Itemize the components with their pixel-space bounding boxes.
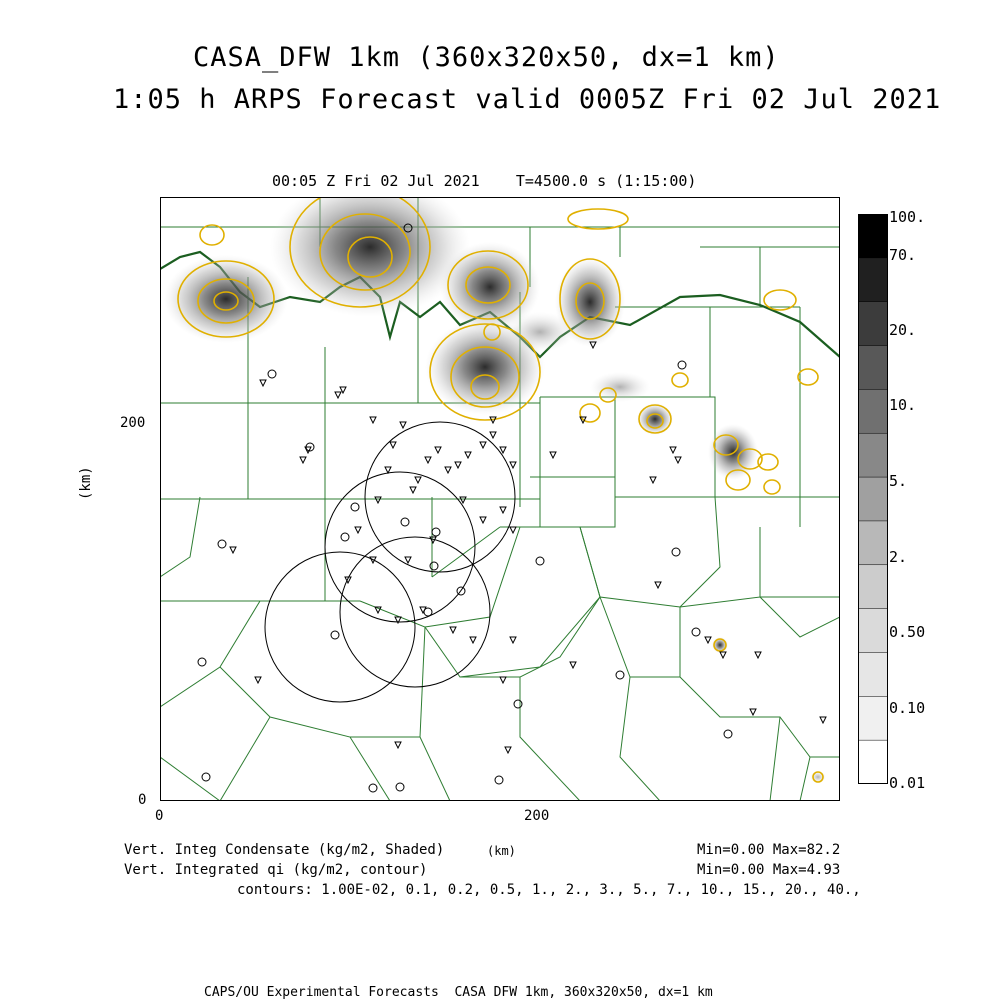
contour-field-label: Vert. Integrated qi (kg/m2, contour)	[124, 862, 428, 878]
colorbar-label-0-10: 0.10	[889, 699, 926, 717]
shaded-stats: Min=0.00 Max=82.2	[697, 842, 841, 858]
colorbar-swatch	[858, 609, 888, 653]
credit-line: CAPS/OU Experimental Forecasts CASA DFW 1km, 360x320x50, dx=1 km	[204, 985, 713, 1000]
colorbar-label-2: 2.	[889, 548, 908, 566]
colorbar-swatch	[858, 652, 888, 696]
colorbar-swatch	[858, 740, 888, 784]
colorbar-swatch	[858, 565, 888, 609]
shaded-field-label: Vert. Integ Condensate (kg/m2, Shaded)	[124, 842, 445, 858]
y-axis-label: (km)	[78, 466, 94, 500]
colorbar-label-20: 20.	[889, 321, 917, 339]
colorbar-swatch	[858, 346, 888, 390]
x-tick-200: 200	[524, 808, 550, 824]
colorbar-swatch	[858, 389, 888, 433]
x-tick-0: 0	[155, 808, 164, 824]
colorbar-label-0-50: 0.50	[889, 623, 926, 641]
colorbar-swatch	[858, 433, 888, 477]
colorbar-swatch	[858, 214, 888, 258]
contour-levels: contours: 1.00E-02, 0.1, 0.2, 0.5, 1., 2., 3., 5., 7., 10., 15., 20., 40.,	[237, 882, 861, 898]
contour-stats: Min=0.00 Max=4.93	[697, 862, 841, 878]
x-axis-unit: (km)	[487, 844, 516, 858]
y-tick-200: 200	[120, 415, 146, 431]
colorbar-swatch	[858, 696, 888, 740]
colorbar-label-5: 5.	[889, 472, 908, 490]
title-line-2: 1:05 h ARPS Forecast valid 0005Z Fri 02 Jul 2021	[113, 84, 942, 115]
colorbar-swatch	[858, 258, 888, 302]
title-line-1: CASA_DFW 1km (360x320x50, dx=1 km)	[193, 42, 780, 73]
colorbar	[858, 214, 888, 784]
colorbar-label-10: 10.	[889, 396, 917, 414]
forecast-map	[160, 197, 840, 801]
colorbar-swatch	[858, 477, 888, 521]
colorbar-label-0-01: 0.01	[889, 774, 926, 792]
plot-header: 00:05 Z Fri 02 Jul 2021 T=4500.0 s (1:15:00)	[272, 172, 697, 190]
colorbar-swatch	[858, 302, 888, 346]
colorbar-swatch	[858, 521, 888, 565]
colorbar-label-100: 100.	[889, 208, 926, 226]
colorbar-label-70: 70.	[889, 246, 917, 264]
y-tick-0: 0	[138, 792, 147, 808]
